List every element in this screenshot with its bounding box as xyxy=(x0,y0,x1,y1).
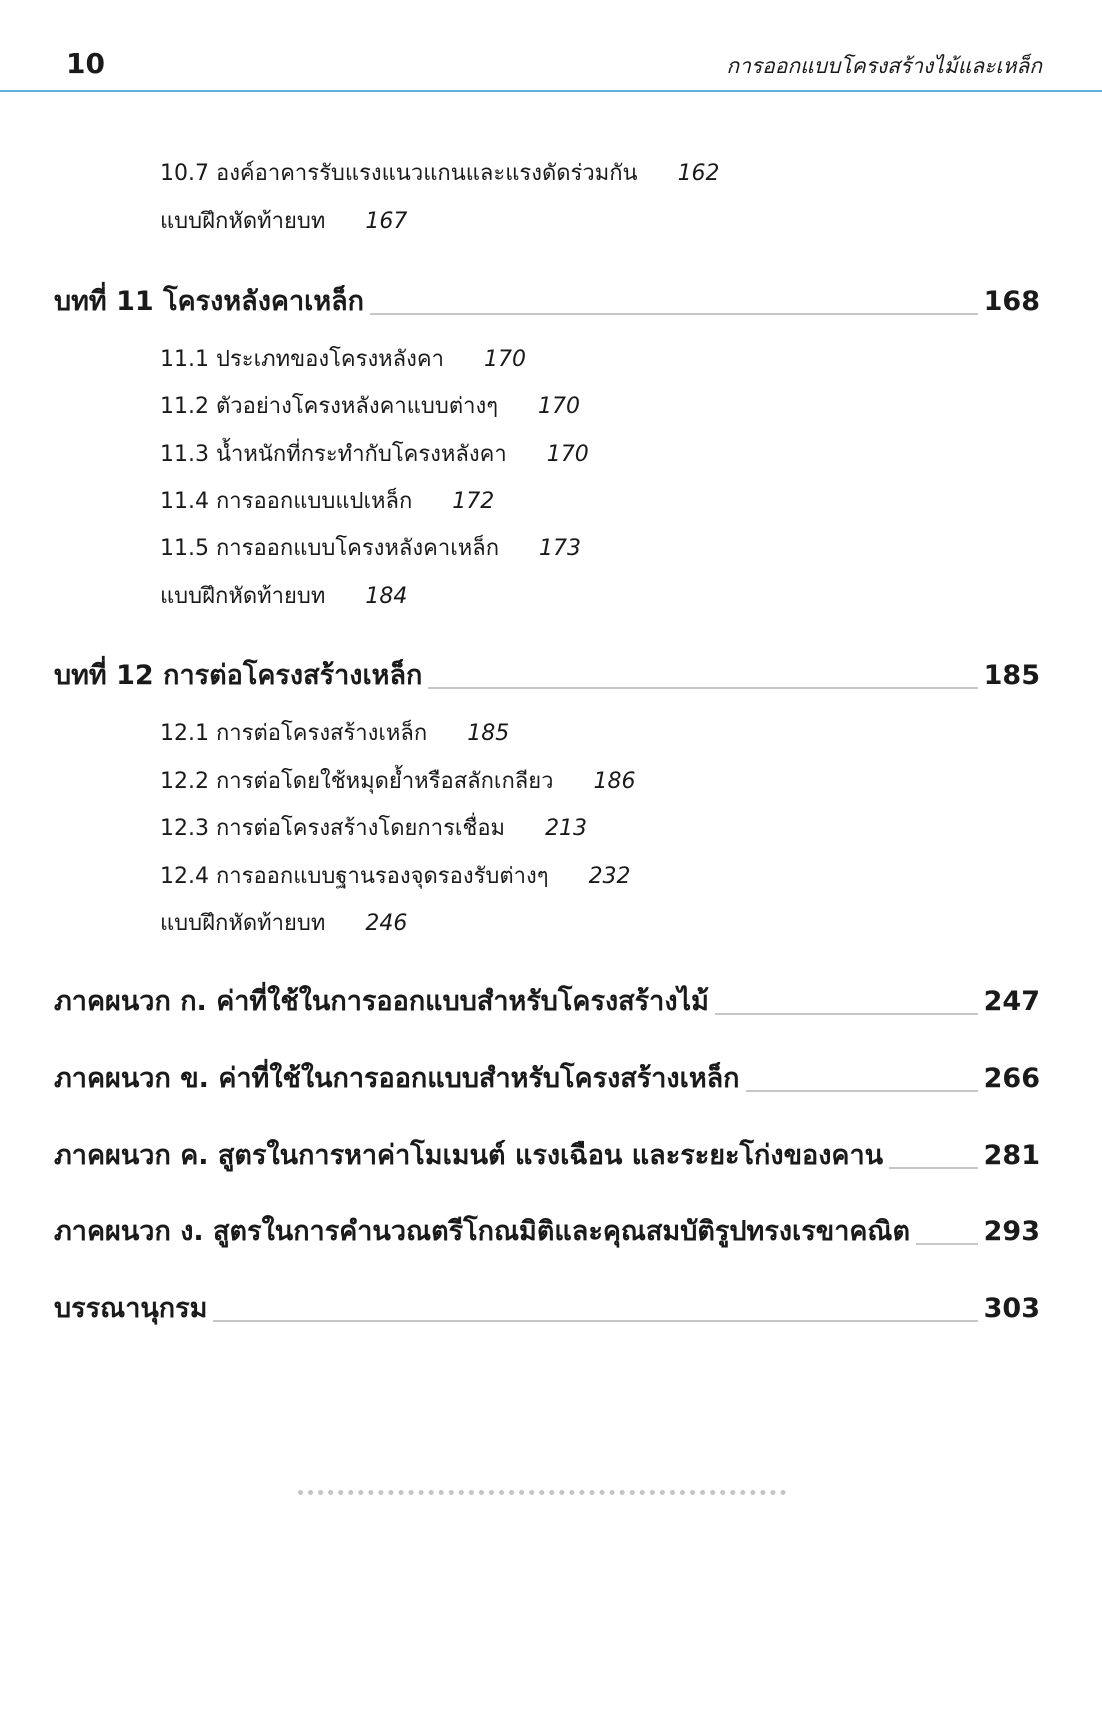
toc-sub-entry-label: 11.3 น้ำหนักที่กระทำกับโครงหลังคา xyxy=(160,442,507,467)
toc-sub-entry xyxy=(160,714,509,754)
toc-sub-entry-page: 186 xyxy=(593,769,636,794)
toc-leader-line xyxy=(428,687,977,689)
toc-sub-entry xyxy=(160,154,720,194)
toc-appendix-title: ภาคผนวก ข. ค่าที่ใช้ในการออกแบบสำหรับโครงสร้างเหล็ก xyxy=(54,1063,740,1094)
toc-sub-entry-page: 173 xyxy=(539,536,582,561)
toc-sub-entry-label: 11.5 การออกแบบโครงหลังคาเหล็ก xyxy=(160,536,500,561)
toc-sub-entry-label: 11.2 ตัวอย่างโครงหลังคาแบบต่างๆ xyxy=(160,394,499,419)
footer-dotted-divider xyxy=(298,1490,786,1495)
toc-sub-entry-page: 167 xyxy=(365,209,408,234)
toc-sub-entry xyxy=(160,762,636,802)
toc-leader-line xyxy=(889,1167,978,1169)
toc-sub-entry-label: 12.2 การต่อโดยใช้หมุดย้ำหรือสลักเกลียว xyxy=(160,769,554,794)
toc-sub-entry-label: แบบฝึกหัดท้ายบท xyxy=(160,584,326,609)
toc-sub-entry xyxy=(160,340,526,380)
toc-sub-entry-label: 10.7 องค์อาคารรับแรงแนวแกนและแรงดัดร่วมกัน xyxy=(160,161,638,186)
toc-sub-entry-label: แบบฝึกหัดท้ายบท xyxy=(160,911,326,936)
toc-sub-entry-page: 213 xyxy=(545,816,588,841)
toc-sub-entry-page: 170 xyxy=(483,347,526,372)
toc-sub-entry-page: 162 xyxy=(677,161,720,186)
toc-sub-entry-page: 246 xyxy=(365,911,408,936)
toc-sub-entry xyxy=(160,387,580,427)
toc-sub-entry xyxy=(160,809,587,849)
toc-index-title: บรรณานุกรม xyxy=(54,1293,208,1324)
toc-sub-entry-label: 12.1 การต่อโครงสร้างเหล็ก xyxy=(160,721,428,746)
toc-appendix-title: ภาคผนวก ก. ค่าที่ใช้ในการออกแบบสำหรับโครงสร้างไม้ xyxy=(54,986,709,1017)
toc-sub-entry xyxy=(160,529,581,569)
toc-sub-entry xyxy=(160,202,407,242)
toc-sub-entry-page: 185 xyxy=(467,721,510,746)
toc-sub-entry xyxy=(160,577,407,617)
toc-leader-line xyxy=(916,1243,978,1245)
toc-index-page: 303 xyxy=(983,1293,1040,1324)
toc-appendix-b xyxy=(54,1057,1040,1101)
toc-chapter-page: 185 xyxy=(983,660,1040,691)
toc-appendix-page: 266 xyxy=(983,1063,1040,1094)
toc-appendix-title: ภาคผนวก ค. สูตรในการหาค่าโมเมนต์ แรงเฉือน และระยะโก่งของคาน xyxy=(54,1140,884,1171)
toc-appendix-d xyxy=(54,1210,1040,1254)
toc-sub-entry-label: 11.4 การออกแบบแปเหล็ก xyxy=(160,489,413,514)
toc-leader-line xyxy=(746,1090,978,1092)
toc-appendix-page: 247 xyxy=(983,986,1040,1017)
toc-chapter-11 xyxy=(54,280,1040,324)
toc-sub-entry-label: 12.4 การออกแบบฐานรองจุดรองรับต่างๆ xyxy=(160,864,549,889)
toc-index xyxy=(54,1287,1040,1331)
toc-sub-entry xyxy=(160,857,631,897)
page-number: 10 xyxy=(66,47,105,80)
toc-appendix-c xyxy=(54,1134,1040,1178)
toc-sub-entry-page: 172 xyxy=(452,489,495,514)
toc-sub-entry xyxy=(160,904,407,944)
toc-sub-entry-label: 11.1 ประเภทของโครงหลังคา xyxy=(160,347,444,372)
toc-appendix-page: 293 xyxy=(983,1216,1040,1247)
toc-chapter-title: บทที่ 12 การต่อโครงสร้างเหล็ก xyxy=(54,660,423,691)
toc-sub-entry-page: 170 xyxy=(546,442,589,467)
toc-chapter-title: บทที่ 11 โครงหลังคาเหล็ก xyxy=(54,286,365,317)
toc-chapter-12 xyxy=(54,654,1040,698)
toc-chapter-page: 168 xyxy=(983,286,1040,317)
toc-sub-entry-label: 12.3 การต่อโครงสร้างโดยการเชื่อม xyxy=(160,816,506,841)
toc-sub-entry-label: แบบฝึกหัดท้ายบท xyxy=(160,209,326,234)
toc-sub-entry-page: 170 xyxy=(538,394,581,419)
toc-leader-line xyxy=(370,313,978,315)
toc-leader-line xyxy=(213,1320,977,1322)
toc-leader-line xyxy=(715,1013,978,1015)
toc-sub-entry-page: 184 xyxy=(365,584,408,609)
toc-sub-entry-page: 232 xyxy=(588,864,631,889)
toc-sub-entry xyxy=(160,435,589,475)
running-title: การออกแบบโครงสร้างไม้และเหล็ก xyxy=(726,54,1042,78)
toc-sub-entry xyxy=(160,482,494,522)
page-header xyxy=(0,0,1102,92)
toc-appendix-page: 281 xyxy=(983,1140,1040,1171)
toc-appendix-a xyxy=(54,980,1040,1024)
toc-appendix-title: ภาคผนวก ง. สูตรในการคำนวณตรีโกณมิติและคุณสมบัติรูปทรงเรขาคณิต xyxy=(54,1216,910,1247)
